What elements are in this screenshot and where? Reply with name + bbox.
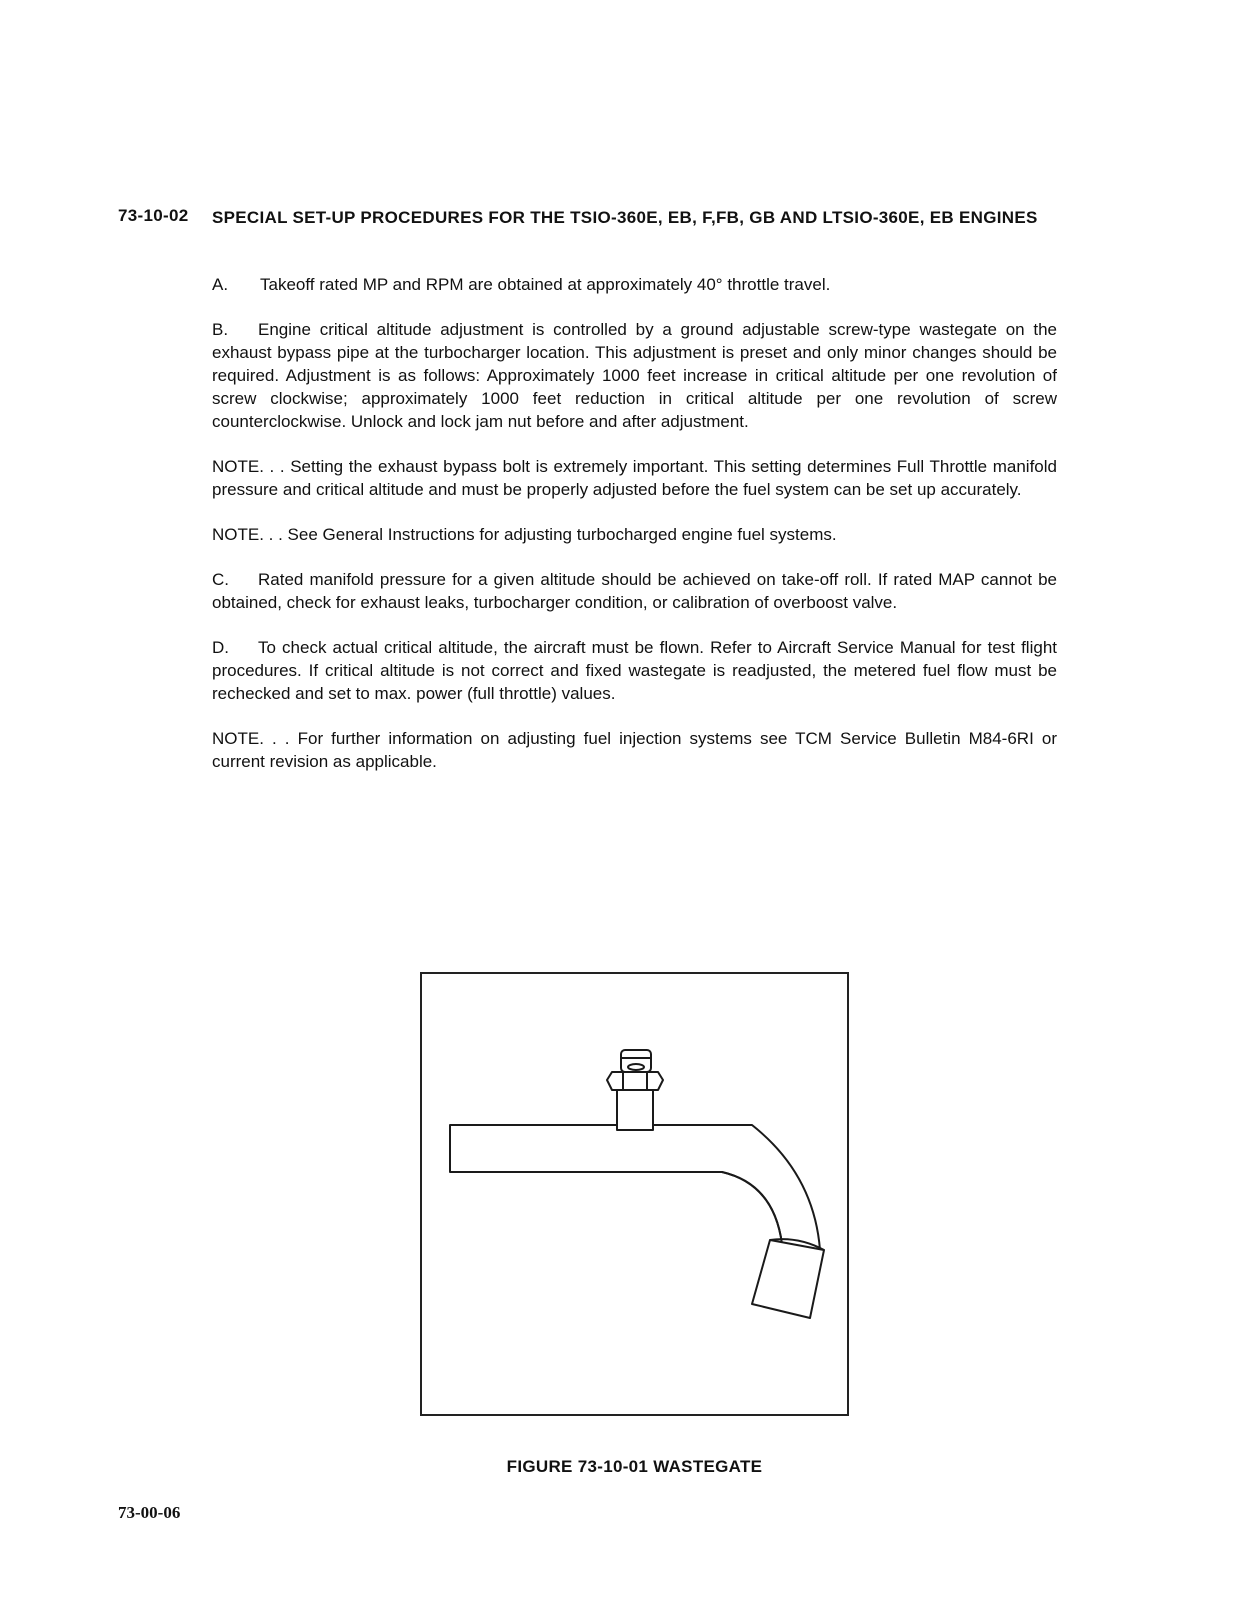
bypass-pipe	[450, 1125, 820, 1250]
paragraph-a	[212, 273, 1057, 296]
paragraph-text: NOTE. . . Setting the exhaust bypass bolt is extremely important. This setting determines Full Throttle manifold pressure and critical altitude and must be properly adjusted before the fuel system can be set up accurately.	[212, 457, 1057, 499]
paragraph-text: Takeoff rated MP and RPM are obtained at approximately 40° throttle travel.	[260, 275, 831, 294]
paragraph-c	[212, 568, 1057, 614]
note-exhaust-bypass	[212, 455, 1057, 501]
note-general-instructions	[212, 523, 1057, 546]
wastegate-illustration	[422, 974, 847, 1414]
wastegate-figure	[420, 972, 849, 1416]
paragraph-label: C.	[212, 570, 229, 589]
paragraph-d	[212, 636, 1057, 705]
pipe-outlet-sleeve	[752, 1240, 824, 1318]
paragraph-text: Engine critical altitude adjustment is controlled by a ground adjustable screw-type wastegate on the exhaust bypass pipe at the turbocharger location. This adjustment is preset and only minor changes should be required. Adjustment is as follows: Approximately 1000 feet increase in critical altitude per one revolution of screw clockwise; approximately 1000 feet reduction in critical altitude per one revolution of screw counterclockwise. Unlock and lock jam nut before and after adjustment.	[212, 320, 1057, 431]
adjusting-screw-head	[621, 1050, 651, 1072]
note-service-bulletin	[212, 727, 1057, 773]
wastegate-body	[617, 1090, 653, 1130]
jam-nut	[607, 1072, 663, 1090]
paragraph-text: NOTE. . . For further information on adjusting fuel injection systems see TCM Service Bulletin M84-6RI or current revision as applicable.	[212, 729, 1057, 771]
section-number: 73-10-02	[118, 206, 189, 225]
document-body	[212, 273, 1057, 795]
paragraph-text: Rated manifold pressure for a given altitude should be achieved on take-off roll. If rated MAP cannot be obtained, check for exhaust leaks, turbocharger condition, or calibration of overboost valve.	[212, 570, 1057, 612]
paragraph-b	[212, 318, 1057, 433]
paragraph-label: D.	[212, 638, 229, 657]
figure-caption: FIGURE 73-10-01 WASTEGATE	[506, 1457, 763, 1476]
paragraph-text: To check actual critical altitude, the aircraft must be flown. Refer to Aircraft Service Manual for test flight procedures. If critical altitude is not correct and fixed wastegate is readjusted, the metered fuel flow must be rechecked and set to max. power (full throttle) values.	[212, 638, 1057, 703]
paragraph-label: B.	[212, 320, 229, 339]
section-title: SPECIAL SET-UP PROCEDURES FOR THE TSIO-360E, EB, F,FB, GB AND LTSIO-360E, EB ENGINES	[212, 208, 1038, 227]
paragraph-text: NOTE. . . See General Instructions for adjusting turbocharged engine fuel systems.	[212, 525, 837, 544]
page-number: 73-00-06	[118, 1503, 181, 1522]
paragraph-label: A.	[212, 275, 229, 294]
